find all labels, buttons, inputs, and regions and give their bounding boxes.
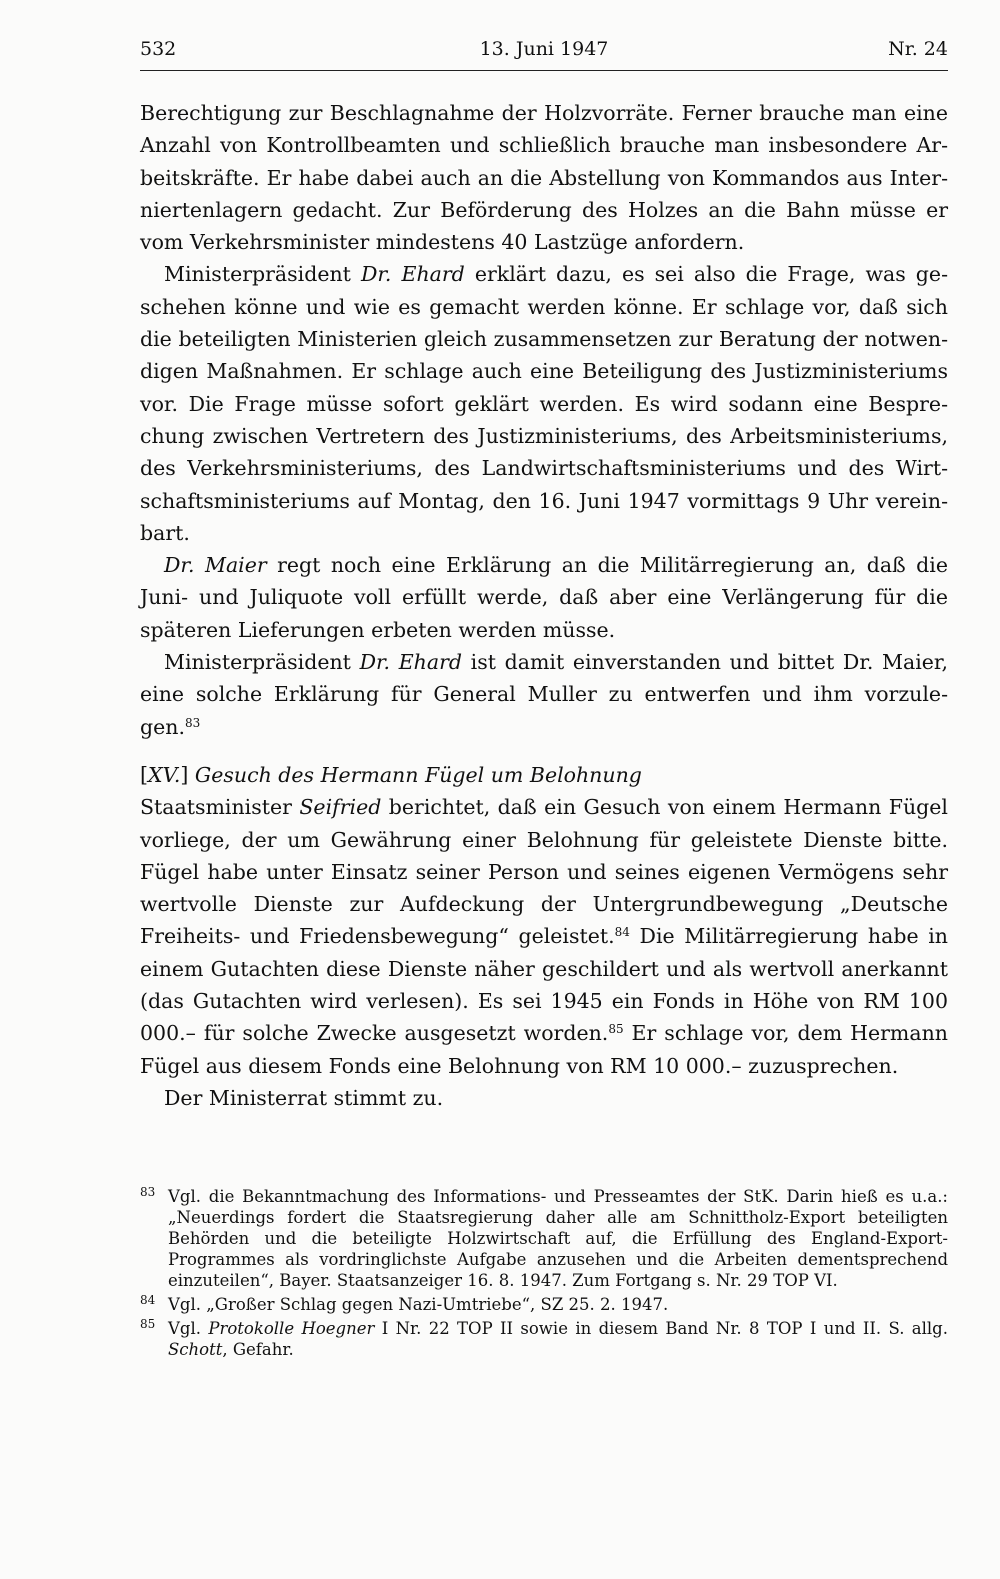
paragraph-3: Dr. Maier regt noch eine Erklärung an die Militärregierung an, daß die Juni- und Juliquote voll erfüllt werde, daß aber eine Verlängerung für die späteren Lieferungen erbeten werden müsse. [140,553,948,642]
footnote-ref[interactable]: 84 [614,925,630,940]
footnote-ref[interactable]: 85 [608,1022,624,1037]
footnotes [140,1186,948,1363]
paragraph-1: Berechtigung zur Beschlagnahme der Holzvorräte. Ferner brauche man eine Anzahl von Kontrollbeamten und schließlich brauche man insbesondere Arbeitskräfte. Er habe dabei auch an die Abstellung von Kommandos aus Interniertenlagern gedacht. Zur Beförderung des Holzes an die Bahn müsse er vom Verkehrsminister mindestens 40 Lastzüge anfordern. [140,101,948,255]
paragraph-6: Der Ministerrat stimmt zu. [164,1085,444,1110]
speaker-name: Dr. Ehard [360,262,465,287]
running-header [140,38,948,68]
footnote: 85 Vgl. Protokolle Hoegner I Nr. 22 TOP II sowie in diesem Band Nr. 8 TOP I und II. S. allg. Schott, Gefahr. [140,1317,948,1359]
footnote-number: 85 [140,1317,156,1331]
footnote-number: 83 [140,1185,156,1199]
main-text [140,97,948,1114]
paragraph-2: Ministerpräsident Dr. Ehard erklärt dazu, es sei also die Frage, was geschehen könne und wie es gemacht werden könne. Er schlage vor, daß sich die beteiligten Ministerien gleich zusammensetzen zur Beratung der notwendigen Maßnahmen. Er schlage auch eine Beteiligung des Justizministeriums vor. Die Frage müsse sofort geklärt werden. Es wird sodann eine Besprechung zwischen Vertretern des Justizministeriums, des Arbeitsministeriums, des Verkehrsministeriums, des Landwirtschaftsministeriums und des Wirtschaftsministeriums auf Montag, den 16. Juni 1947 vormittags 9 Uhr vereinbart. [140,262,948,545]
speaker-name: Dr. Maier [164,553,267,578]
speaker-name: Seifried [299,795,382,820]
section-number: [XV.] [140,762,189,787]
footnote-ref[interactable]: 83 [184,715,201,730]
header-rule [140,70,948,71]
paragraph-4: Ministerpräsident Dr. Ehard ist damit einverstanden und bittet Dr. Maier, eine solche Erklärung für General Muller zu entwerfen und ihm vorzulegen.$^{83}$ [140,650,949,739]
footnote: 83 Vgl. die Bekanntmachung des Informations- und Presseamtes der StK. Darin hieß es u.a.: „Neuerdings fordert die Staatsregierung daher alle am Schnittholz-Export beteiligten Behörden und die beteiligte Holzwirtschaft auf, die Erfüllung des England-Export-Programmes als vordringlichste Aufgabe anzusehen und die Arbeiten dementsprechend einzuteilen“, Bayer. Staatsanzeiger 16. 8. 1947. Zum Fortgang s. Nr. 29 TOP VI. [140,1185,948,1290]
paragraph-5: Staatsminister Seifried berichtet, daß ein Gesuch von einem Hermann Fügel vorliege, der um Gewährung einer Belohnung für geleistete Dienste bitte. Fügel habe unter Einsatz seiner Person und seines eigenen Vermögens sehr wertvolle Dienste zur Aufdeckung der Untergrundbewegung „Deutsche Freiheits- und Friedensbewegung“ geleistet.$^{84}$ Die Militärregierung habe in einem Gutachten diese Dienste näher geschildert und als wertvoll anerkannt (das Gutachten wird verlesen). Es sei 1945 ein Fonds in Höhe von RM 100 000.– für solche Zwecke ausgesetzt worden.$^{85}$ Er schlage vor, dem Hermann Fügel aus diesem Fonds eine Belohnung von RM 10 000.– zuzusprechen. [140,795,948,1078]
document-number: Nr. 24 [888,38,948,60]
section-heading: [XV.] Gesuch des Hermann Fügel um Belohnung [140,762,642,787]
speaker-name: Dr. Ehard [359,650,463,675]
header-date: 13. Juni 1947 [479,38,609,60]
footnote: 84 Vgl. „Großer Schlag gegen Nazi-Umtriebe“, SZ 25. 2. 1947. [140,1293,669,1314]
footnote-number: 84 [140,1293,156,1307]
page-number: 532 [140,38,177,60]
